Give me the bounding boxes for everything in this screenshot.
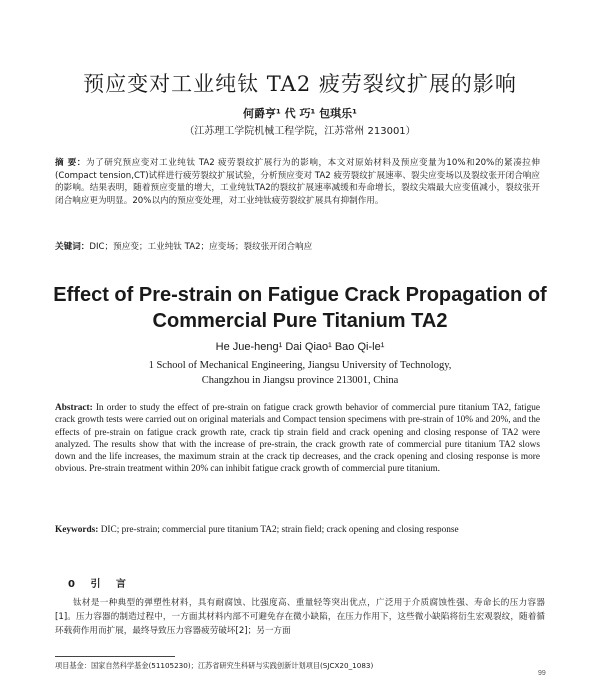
chinese-keywords bbox=[55, 240, 540, 252]
chinese-abstract-text: 为了研究预应变对工业纯钛 TA2 疲劳裂纹扩展行为的影响，本文对原始材料及预应变量为10%和20%的紧凑拉伸(Compact tension,CT)试样进行疲劳裂纹扩展试验，分析预应变对 TA2 疲劳裂纹扩展速率、裂尖应变场以及裂纹张开闭合响应的影响。结果表明，随着预应变量的增大，工业纯钛TA2的裂纹扩展速率减缓和寿命增长，裂纹尖端最大应变值减小，裂纹张开闭合响应更为明显。20%以内的预应变处理，对工业纯钛疲劳裂纹扩展具有抑制作用。 bbox=[55, 158, 540, 206]
english-affiliation bbox=[40, 358, 560, 388]
page-number: 99 bbox=[538, 670, 546, 677]
english-keywords bbox=[55, 524, 540, 536]
chinese-abstract-label: 摘 要： bbox=[55, 158, 86, 168]
english-authors: He Jue-heng¹ Dai Qiao¹ Bao Qi-le¹ bbox=[215, 341, 385, 353]
chinese-authors: 何爵亨¹ 代 巧¹ 包琪乐¹ bbox=[243, 107, 357, 120]
english-title: Effect of Pre-strain on Fatigue Crack Propagation of Commercial Pure Titanium TA2 bbox=[53, 284, 547, 332]
introduction-heading: 0 引 言 bbox=[68, 579, 132, 590]
english-affiliation-line2: Changzhou in Jiangsu province 213001, China bbox=[201, 375, 399, 386]
english-abstract-label: Abstract: bbox=[55, 403, 93, 413]
english-abstract bbox=[55, 402, 540, 476]
english-keywords-text: DIC; pre-strain; commercial pure titanium TA2; strain field; crack opening and closing response bbox=[100, 525, 459, 535]
chinese-keywords-text: DIC；预应变；工业纯钛 TA2；应变场；裂纹张开闭合响应 bbox=[89, 242, 313, 252]
english-affiliation-line1: 1 School of Mechanical Engineering, Jiangsu University of Technology, bbox=[148, 360, 452, 371]
chinese-title: 预应变对工业纯钛 TA2 疲劳裂纹扩展的影响 bbox=[83, 72, 517, 96]
chinese-affiliation: （江苏理工学院机械工程学院，江苏常州 213001） bbox=[184, 126, 416, 137]
english-abstract-text: In order to study the effect of pre-strain on fatigue crack growth behavior of commercial pure titanium TA2, fatigue crack growth tests were carried out on original materials and Compact tension specimens with pre-strain of 10% and 20%, and the effects of pre-strain on fatigue crack growth rate, crack tip strain field and crack opening and closing response of TA2 were analyzed. The results show that with the increase of pre-strain, the crack growth rate of commercial pure titanium TA2 slows down and the life increases, the maximum strain at the crack tip decreases, and the crack opening and closing response is more obvious. Pre-strain treatment within 20% can inhibit fatigue crack growth of commercial pure titanium. bbox=[55, 403, 540, 475]
footnote-funding: 项目基金：国家自然科学基金(51105230)；江苏省研究生科研与实践创新计划项目(SJCX20_1083) bbox=[55, 661, 374, 670]
footnote-divider bbox=[55, 656, 175, 657]
chinese-abstract bbox=[55, 157, 540, 207]
english-keywords-label: Keywords: bbox=[55, 525, 99, 535]
chinese-keywords-label: 关键词： bbox=[55, 242, 90, 252]
introduction-text: 钛材是一种典型的弹塑性材料，具有耐腐蚀、比强度高、重量轻等突出优点，广泛用于介质腐蚀性强、寿命长的压力容器[1]。压力容器的制造过程中，一方面其材料内部不可避免存在微小缺陷，在压力作用下，这些微小缺陷将衍生宏观裂纹，随着循环载荷作用而扩展，最终导致压力容器疲劳破坏[2]；另一方面 bbox=[55, 598, 545, 636]
